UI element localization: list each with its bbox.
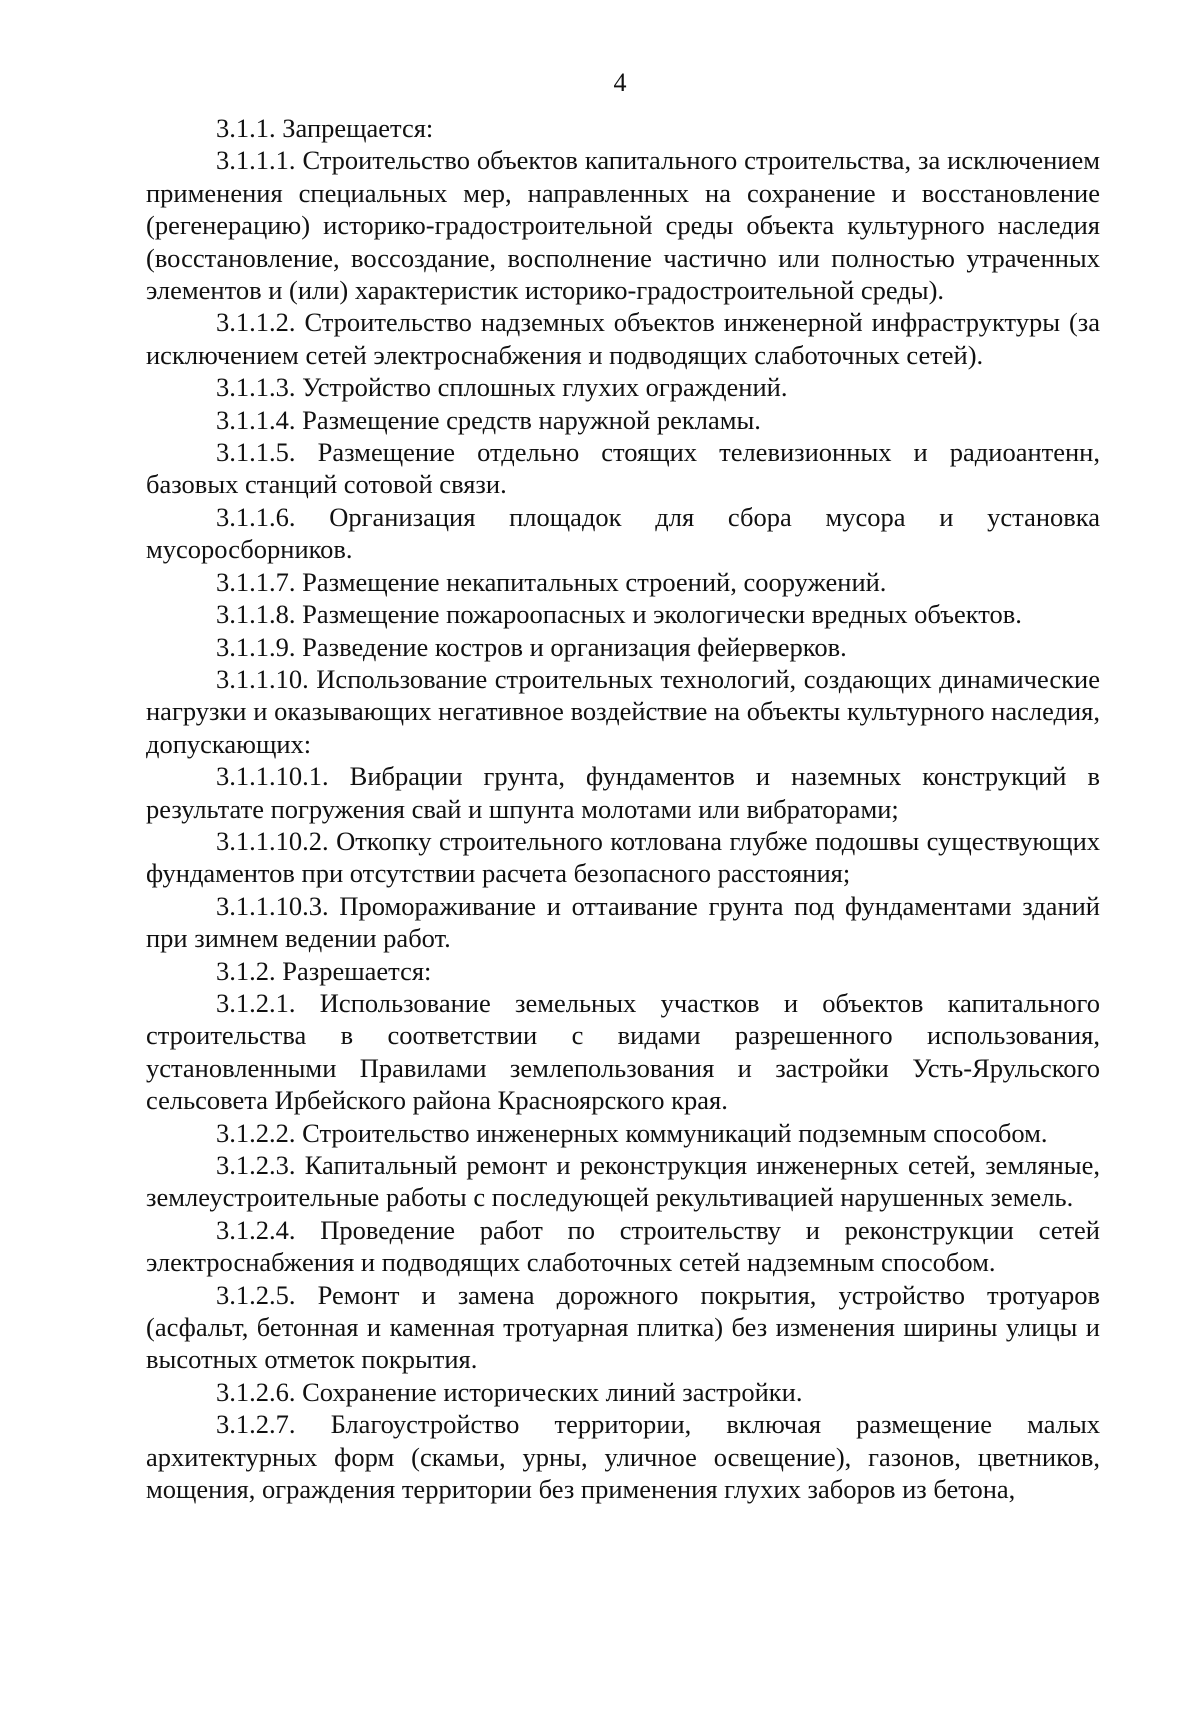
clause-number: 3.1.1.10. xyxy=(216,663,309,694)
clause-number: 3.1.1.3. xyxy=(216,372,296,403)
clause-number: 3.1.2.4. xyxy=(216,1214,296,1245)
paragraph xyxy=(146,566,1100,598)
clause-number: 3.1.2.1. xyxy=(216,987,296,1018)
clause-number: 3.1.1.10.1. xyxy=(216,761,329,792)
paragraph xyxy=(146,1149,1100,1214)
clause-number: 3.1.1.2. xyxy=(216,307,296,338)
clause-text: Использование земельных участков и объектов капитального строительства в соответствии с видами разрешенного использования, установленными Правилами землепользования и застройки Усть-Ярульского сельсовета Ирбейского района Красноярского края. xyxy=(146,987,1101,1116)
clause-number: 3.1.2.7. xyxy=(216,1409,296,1440)
clause-number: 3.1.1.10.3. xyxy=(216,890,329,921)
paragraph xyxy=(146,631,1100,663)
clause-text: Размещение средств наружной рекламы. xyxy=(302,404,761,435)
clause-text: Организация площадок для сбора мусора и установка мусоросборников. xyxy=(146,501,1101,565)
clause-text: Проведение работ по строительству и реконструкции сетей электроснабжения и подводящих слаботочных сетей надземным способом. xyxy=(146,1214,1100,1278)
clause-number: 3.1.2.6. xyxy=(216,1376,296,1407)
clause-text: Благоустройство территории, включая размещение малых архитектурных форм (скамьи, урны, уличное освещение), газонов, цветников, мощения, ограждения территории без применения глухих заборов из бетона, xyxy=(146,1409,1100,1505)
clause-text: Запрещается: xyxy=(282,113,434,143)
clause-text: Капитальный ремонт и реконструкция инженерных сетей, земляные, землеустроительные работы с последующей рекультивацией нарушенных земель. xyxy=(146,1150,1100,1213)
clause-number: 3.1.1.9. xyxy=(216,631,296,662)
clause-text: Использование строительных технологий, создающих динамические нагрузки и оказывающих негативное воздействие на объекты культурного наследия, допускающих: xyxy=(146,663,1101,759)
clause-text: Разрешается: xyxy=(282,955,432,986)
clause-number: 3.1.1.7. xyxy=(216,566,296,597)
clause-number: 3.1.2.2. xyxy=(216,1117,296,1148)
paragraph xyxy=(146,890,1100,955)
clause-number: 3.1.1.5. xyxy=(216,437,296,468)
paragraph xyxy=(146,955,1100,987)
paragraph xyxy=(146,1279,1100,1376)
paragraph xyxy=(146,404,1100,436)
clause-number: 3.1.1.4. xyxy=(216,404,296,435)
paragraph xyxy=(146,1214,1100,1279)
clause-text: Устройство сплошных глухих ограждений. xyxy=(302,372,788,403)
clause-text: Строительство объектов капитального строительства, за исключением применения специальных мер, направленных на сохранение и восстановление (регенерацию) историко-градостроительной среды объекта культурного наследия (восстановление, воссоздание, восполнение частично или полностью утраченных элементов и (или) характеристик историко-градостроительной среды). xyxy=(146,145,1100,306)
clause-number: 3.1.1.10.2. xyxy=(216,825,329,856)
paragraph xyxy=(146,1376,1100,1408)
document-body xyxy=(146,112,1100,1505)
clause-text: Размещение отдельно стоящих телевизионных и радиоантенн, базовых станций сотовой связи. xyxy=(146,437,1100,500)
clause-number: 3.1.1. xyxy=(216,113,276,143)
clause-number: 3.1.1.1. xyxy=(216,145,296,176)
paragraph xyxy=(146,760,1100,825)
paragraph xyxy=(146,144,1100,306)
clause-text: Разведение костров и организация фейерверков. xyxy=(302,631,847,662)
page-number: 4 xyxy=(613,68,627,97)
paragraph xyxy=(146,1117,1100,1149)
clause-text: Откопку строительного котлована глубже подошвы существующих фундаментов при отсутствии расчета безопасного расстояния; xyxy=(146,825,1100,889)
clause-number: 3.1.1.8. xyxy=(216,599,296,630)
paragraph xyxy=(146,825,1100,890)
clause-number: 3.1.2.5. xyxy=(216,1279,296,1310)
clause-number: 3.1.2. xyxy=(216,955,276,986)
clause-number: 3.1.1.6. xyxy=(216,501,296,532)
paragraph xyxy=(146,1408,1100,1505)
clause-text: Промораживание и оттаивание грунта под фундаментами зданий при зимнем ведении работ. xyxy=(146,890,1100,954)
paragraph xyxy=(146,112,1100,144)
paragraph xyxy=(146,371,1100,403)
clause-text: Вибрации грунта, фундаментов и наземных конструкций в результате погружения свай и шпунта молотами или вибраторами; xyxy=(146,761,1101,824)
paragraph xyxy=(146,436,1100,501)
paragraph xyxy=(146,598,1100,630)
clause-text: Ремонт и замена дорожного покрытия, устройство тротуаров (асфальт, бетонная и каменная тротуарная плитка) без изменения ширины улицы и высотных отметок покрытия. xyxy=(146,1279,1101,1375)
clause-text: Строительство надземных объектов инженерной инфраструктуры (за исключением сетей электроснабжения и подводящих слаботочных сетей). xyxy=(146,307,1101,370)
clause-text: Строительство инженерных коммуникаций подземным способом. xyxy=(302,1117,1048,1148)
clause-text: Размещение некапитальных строений, сооружений. xyxy=(302,566,887,597)
clause-text: Сохранение исторических линий застройки. xyxy=(302,1376,803,1407)
paragraph xyxy=(146,987,1100,1117)
clause-number: 3.1.2.3. xyxy=(216,1150,296,1180)
paragraph xyxy=(146,306,1100,371)
paragraph xyxy=(146,663,1100,760)
paragraph xyxy=(146,501,1100,566)
clause-text: Размещение пожароопасных и экологически вредных объектов. xyxy=(302,599,1022,630)
